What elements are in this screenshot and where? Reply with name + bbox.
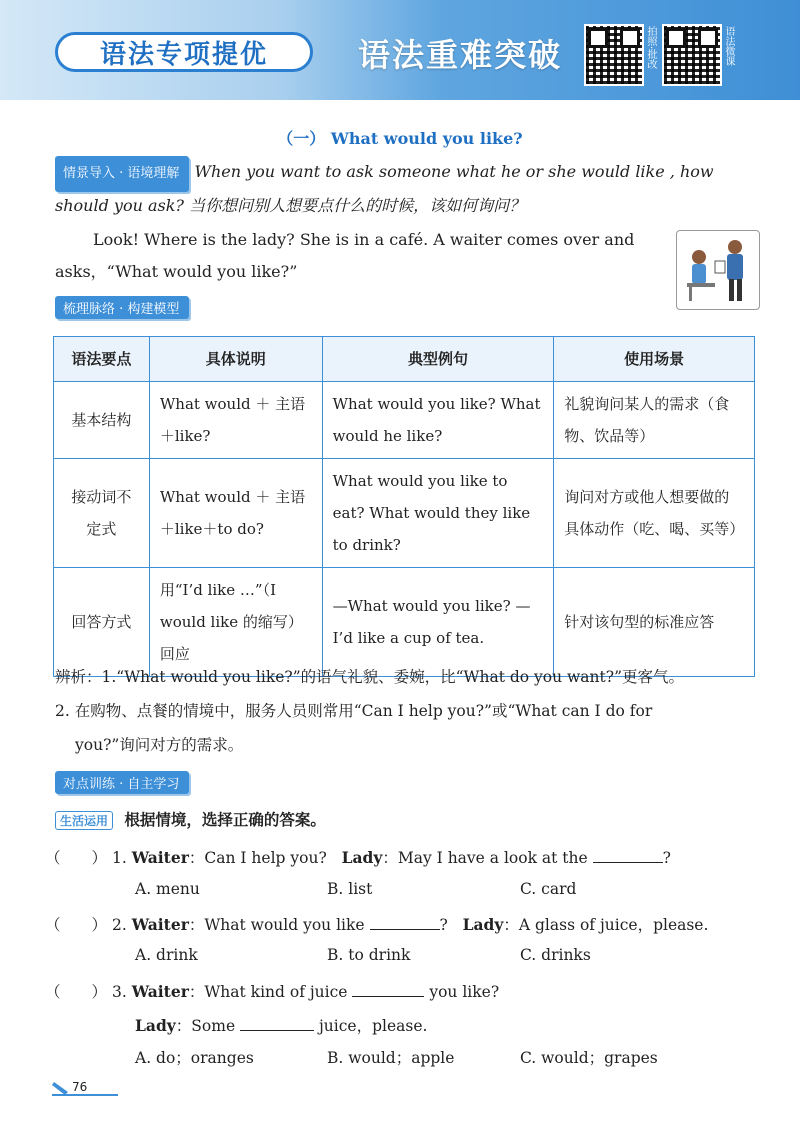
practice-tag: 对点训练 · 自主学习 xyxy=(55,771,189,794)
table-cell-explain: 用“I’d like …”（I would like 的缩写）回应 xyxy=(149,568,322,677)
table-cell-explain: What would ＋ 主语＋like? xyxy=(149,382,322,459)
practice-tag-row xyxy=(55,771,189,794)
intro-line2: should you ask? 当你想问别人想要点什么的时候，该如何询问？ xyxy=(55,196,526,215)
answer-blank[interactable] xyxy=(240,1014,314,1031)
intro-para-line2: asks，“What would you like?” xyxy=(55,262,298,281)
question-2 xyxy=(45,913,765,935)
table-cell-point: 接动词不定式 xyxy=(54,459,150,568)
answer-paren[interactable]: （ ） xyxy=(45,849,108,867)
question-text: ：May I have a look at the xyxy=(382,849,588,867)
qr-label-microlesson: 语法微课 xyxy=(723,26,734,66)
grammar-table xyxy=(53,336,755,677)
table-cell-explain: What would ＋ 主语＋like＋to do? xyxy=(149,459,322,568)
table-header-row xyxy=(54,337,755,382)
life-use-tag: 生活运用 xyxy=(55,811,113,830)
question-number: 3. xyxy=(111,983,127,1001)
question-text: ：A glass of juice，please. xyxy=(503,916,709,934)
question-number: 1. xyxy=(111,849,127,867)
model-tag-row xyxy=(55,296,189,319)
question-text: ：Some xyxy=(175,1017,236,1035)
table-cell-point: 回答方式 xyxy=(54,568,150,677)
table-row xyxy=(54,382,755,459)
note-line3: you?”询问对方的需求。 xyxy=(75,736,244,754)
qr-label-correction: 拍照·批改 xyxy=(645,26,656,70)
option-b[interactable]: B. list xyxy=(327,880,373,898)
speaker: Waiter xyxy=(131,848,189,867)
table-cell-example: —What would you like? —I’d like a cup of tea. xyxy=(322,568,554,677)
intro-para-line1: Look! Where is the lady? She is in a café. A waiter comes over and xyxy=(93,230,635,249)
practice-instruction: 根据情境，选择正确的答案。 xyxy=(124,810,326,829)
question-number: 2. xyxy=(111,916,127,934)
table-cell-point: 基本结构 xyxy=(54,382,150,459)
option-c[interactable]: C. would；grapes xyxy=(520,1049,658,1067)
option-c[interactable]: C. card xyxy=(520,880,577,898)
table-header: 语法要点 xyxy=(54,337,150,382)
intro-block xyxy=(55,156,760,192)
question-text: ? xyxy=(662,849,671,867)
note-line1: 辨析：1.“What would you like?”的语气礼貌、委婉，比“What do you want?”更客气。 xyxy=(55,668,684,686)
table-cell-example: What would you like? What would he like? xyxy=(322,382,554,459)
table-row xyxy=(54,459,755,568)
option-a[interactable]: A. do；oranges xyxy=(135,1049,254,1067)
note-line2: 2. 在购物、点餐的情境中，服务人员则常用“Can I help you?”或“What can I do for xyxy=(55,702,653,720)
qr-code-correction[interactable] xyxy=(584,24,644,86)
speaker: Waiter xyxy=(131,982,189,1001)
option-a[interactable]: A. menu xyxy=(135,880,200,898)
answer-paren[interactable]: （ ） xyxy=(45,916,108,934)
question-text: ? xyxy=(439,916,448,934)
table-header: 典型例句 xyxy=(322,337,554,382)
practice-instruction-row xyxy=(55,808,326,830)
option-b[interactable]: B. to drink xyxy=(327,946,411,964)
cafe-scene-illustration xyxy=(676,230,760,310)
intro-line1: When you want to ask someone what he or she would like , how xyxy=(194,162,714,181)
speaker: Waiter xyxy=(131,915,189,934)
footer-rule xyxy=(52,1094,118,1096)
speaker: Lady xyxy=(135,1016,176,1035)
question-text: ：What kind of juice xyxy=(188,983,348,1001)
model-tag: 梳理脉络 · 构建模型 xyxy=(55,296,189,319)
answer-paren[interactable]: （ ） xyxy=(45,983,108,1001)
table-cell-example: What would you like to eat? What would they like to drink? xyxy=(322,459,554,568)
question-text: juice，please. xyxy=(319,1017,428,1035)
question-text: ：Can I help you? xyxy=(188,849,327,867)
speaker: Lady xyxy=(462,915,504,934)
answer-blank[interactable] xyxy=(370,913,440,930)
table-header: 使用场景 xyxy=(554,337,755,382)
page-number: 76 xyxy=(72,1080,88,1094)
intro-tag: 情景导入 · 语境理解 xyxy=(55,156,189,192)
section-pill: 语法专项提优 xyxy=(55,32,313,72)
table-header: 具体说明 xyxy=(149,337,322,382)
question-1 xyxy=(45,846,765,868)
answer-blank[interactable] xyxy=(593,846,663,863)
question-3-line2 xyxy=(135,1014,427,1036)
question-text: ：What would you like xyxy=(188,916,365,934)
question-3 xyxy=(45,980,765,1002)
qr-code-microlesson[interactable] xyxy=(662,24,722,86)
header-title: 语法重难突破 xyxy=(358,36,563,74)
table-cell-usage: 礼貌询问某人的需求（食物、饮品等） xyxy=(554,382,755,459)
option-a[interactable]: A. drink xyxy=(135,946,198,964)
table-cell-usage: 询问对方或他人想要做的具体动作（吃、喝、买等） xyxy=(554,459,755,568)
speaker: Lady xyxy=(341,848,383,867)
option-c[interactable]: C. drinks xyxy=(520,946,591,964)
answer-blank[interactable] xyxy=(352,980,424,997)
option-b[interactable]: B. would；apple xyxy=(327,1049,455,1067)
question-text: you like? xyxy=(429,983,500,1001)
table-cell-usage: 针对该句型的标准应答 xyxy=(554,568,755,677)
section-title: （一） What would you like? xyxy=(277,129,523,148)
